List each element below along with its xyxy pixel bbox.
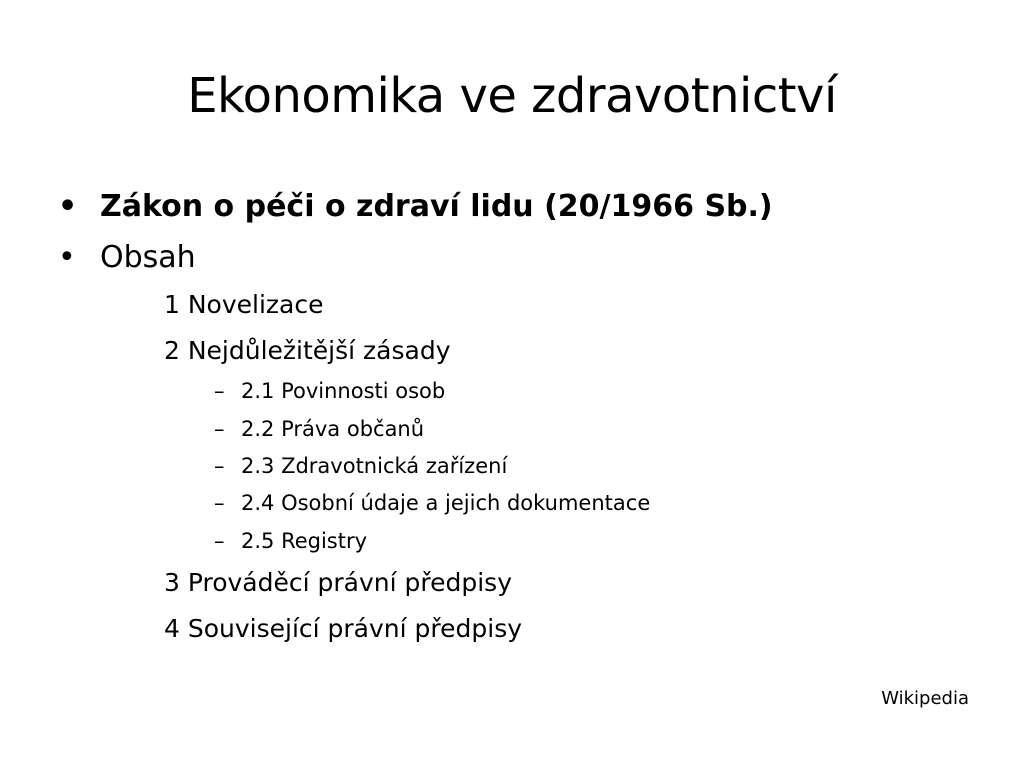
bullet-marker: • [58, 189, 78, 224]
contents-item-4: 4 Související právní předpisy [164, 614, 523, 643]
subitem-text: 2.5 Registry [241, 529, 368, 553]
bullet-law-text: Zákon o péči o zdraví lidu (20/1966 Sb.) [100, 189, 773, 224]
subitem [214, 377, 446, 405]
contents-item-3: 3 Prováděcí právní předpisy [164, 568, 512, 597]
source-label: Wikipedia [881, 688, 969, 709]
dash-marker: – [214, 529, 225, 553]
subitem-text: 2.3 Zdravotnická zařízení [241, 454, 508, 478]
subitem-text: 2.2 Práva občanů [241, 417, 425, 441]
dash-marker: – [214, 454, 225, 478]
subitem [214, 415, 425, 443]
dash-marker: – [214, 417, 225, 441]
subitem-text: 2.4 Osobní údaje a jejich dokumentace [241, 491, 651, 515]
bullet-marker: • [58, 240, 76, 275]
contents-item-2: 2 Nejdůležitější zásady [164, 336, 451, 365]
dash-marker: – [214, 491, 225, 515]
dash-marker: – [214, 379, 225, 403]
subitem-text: 2.1 Povinnosti osob [241, 379, 446, 403]
bullet-contents [58, 238, 196, 278]
contents-item-1: 1 Novelizace [164, 290, 324, 319]
subitem [214, 452, 508, 480]
subitem [214, 489, 651, 517]
subitem [214, 527, 368, 555]
bullet-law [58, 187, 773, 227]
slide-title: Ekonomika ve zdravotnictví [187, 68, 837, 124]
bullet-contents-text: Obsah [100, 240, 196, 275]
